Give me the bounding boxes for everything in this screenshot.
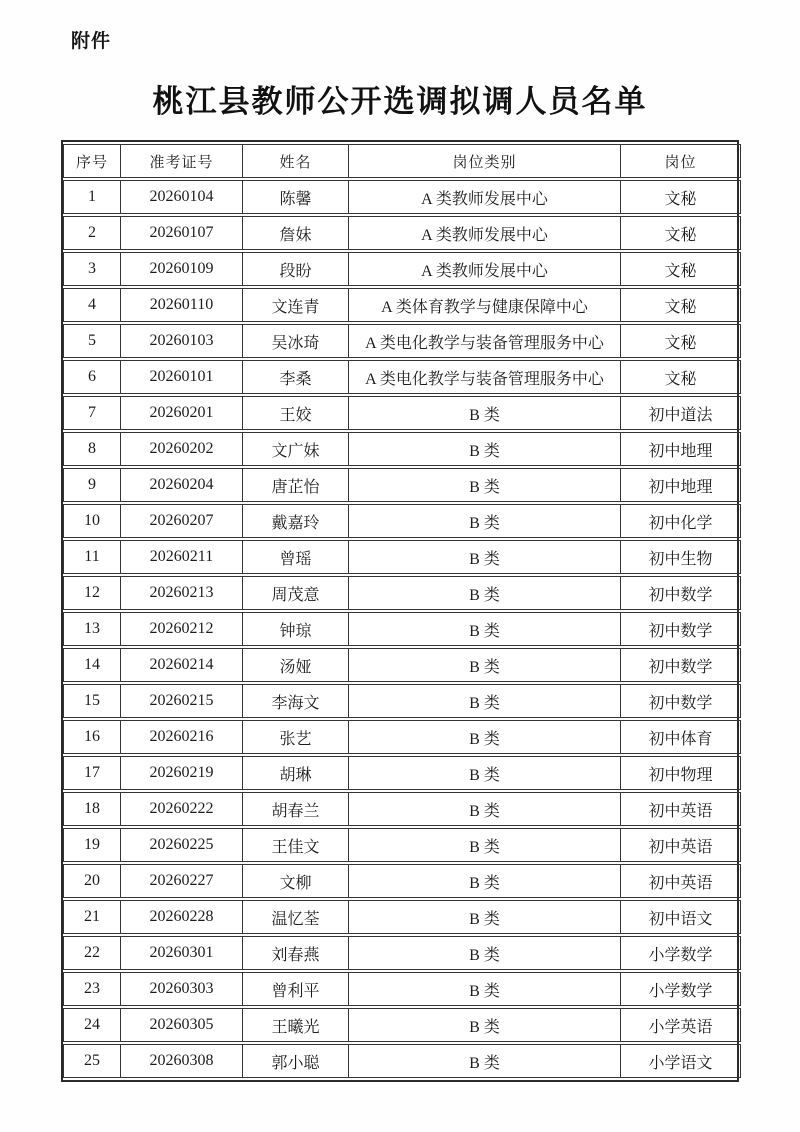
cell-position: 小学数学 [621, 972, 741, 1006]
cell-name: 郭小聪 [243, 1044, 349, 1078]
cell-name: 陈馨 [243, 180, 349, 214]
table-row [63, 756, 741, 790]
cell-position: 初中英语 [621, 864, 741, 898]
col-header-position: 岗位 [621, 144, 741, 178]
cell-serial-number: 23 [63, 972, 121, 1006]
cell-exam-number: 20260207 [121, 504, 243, 538]
cell-exam-number: 20260202 [121, 432, 243, 466]
table-row [63, 432, 741, 466]
cell-serial-number: 13 [63, 612, 121, 646]
cell-exam-number: 20260214 [121, 648, 243, 682]
cell-name: 李海文 [243, 684, 349, 718]
cell-name: 曾利平 [243, 972, 349, 1006]
cell-position: 初中物理 [621, 756, 741, 790]
cell-position-category: B 类 [349, 720, 621, 754]
cell-serial-number: 14 [63, 648, 121, 682]
cell-position-category: A 类教师发展中心 [349, 216, 621, 250]
cell-name: 胡春兰 [243, 792, 349, 826]
cell-serial-number: 12 [63, 576, 121, 610]
table-row [63, 324, 741, 358]
col-header-exam-number: 准考证号 [121, 144, 243, 178]
cell-name: 段盼 [243, 252, 349, 286]
cell-name: 文连青 [243, 288, 349, 322]
cell-exam-number: 20260212 [121, 612, 243, 646]
cell-position: 初中数学 [621, 612, 741, 646]
cell-exam-number: 20260225 [121, 828, 243, 862]
cell-position: 初中道法 [621, 396, 741, 430]
table-row [63, 1008, 741, 1042]
cell-position: 初中地理 [621, 468, 741, 502]
col-header-name: 姓名 [243, 144, 349, 178]
cell-position-category: B 类 [349, 756, 621, 790]
cell-exam-number: 20260215 [121, 684, 243, 718]
table-row [63, 1044, 741, 1078]
cell-exam-number: 20260228 [121, 900, 243, 934]
cell-position: 初中英语 [621, 828, 741, 862]
cell-position: 文秘 [621, 216, 741, 250]
table-row [63, 648, 741, 682]
cell-position-category: B 类 [349, 900, 621, 934]
cell-exam-number: 20260305 [121, 1008, 243, 1042]
cell-position-category: B 类 [349, 1044, 621, 1078]
table-row [63, 612, 741, 646]
cell-name: 詹妹 [243, 216, 349, 250]
cell-serial-number: 22 [63, 936, 121, 970]
cell-exam-number: 20260204 [121, 468, 243, 502]
cell-position-category: B 类 [349, 576, 621, 610]
cell-exam-number: 20260109 [121, 252, 243, 286]
cell-position-category: B 类 [349, 864, 621, 898]
cell-name: 曾瑶 [243, 540, 349, 574]
cell-name: 张艺 [243, 720, 349, 754]
cell-position: 初中生物 [621, 540, 741, 574]
cell-serial-number: 8 [63, 432, 121, 466]
cell-position-category: B 类 [349, 612, 621, 646]
cell-position-category: B 类 [349, 504, 621, 538]
cell-serial-number: 16 [63, 720, 121, 754]
cell-exam-number: 20260216 [121, 720, 243, 754]
cell-name: 吴冰琦 [243, 324, 349, 358]
cell-position-category: A 类教师发展中心 [349, 252, 621, 286]
cell-position: 初中化学 [621, 504, 741, 538]
cell-position: 文秘 [621, 252, 741, 286]
cell-serial-number: 20 [63, 864, 121, 898]
cell-serial-number: 6 [63, 360, 121, 394]
cell-name: 王姣 [243, 396, 349, 430]
cell-serial-number: 19 [63, 828, 121, 862]
table-row [63, 972, 741, 1006]
cell-position: 初中数学 [621, 684, 741, 718]
cell-serial-number: 1 [63, 180, 121, 214]
cell-position-category: B 类 [349, 432, 621, 466]
cell-serial-number: 18 [63, 792, 121, 826]
table-row [63, 576, 741, 610]
table-row [63, 864, 741, 898]
cell-serial-number: 21 [63, 900, 121, 934]
cell-exam-number: 20260308 [121, 1044, 243, 1078]
cell-position: 文秘 [621, 324, 741, 358]
col-header-position-category: 岗位类别 [349, 144, 621, 178]
cell-position-category: B 类 [349, 468, 621, 502]
cell-position-category: B 类 [349, 684, 621, 718]
cell-exam-number: 20260222 [121, 792, 243, 826]
cell-exam-number: 20260227 [121, 864, 243, 898]
cell-exam-number: 20260219 [121, 756, 243, 790]
table-row [63, 720, 741, 754]
cell-position: 文秘 [621, 360, 741, 394]
roster-table-container [61, 140, 739, 1082]
col-header-serial-number: 序号 [63, 144, 121, 178]
cell-serial-number: 10 [63, 504, 121, 538]
cell-name: 汤娅 [243, 648, 349, 682]
table-row [63, 360, 741, 394]
cell-serial-number: 2 [63, 216, 121, 250]
cell-position: 初中英语 [621, 792, 741, 826]
cell-exam-number: 20260303 [121, 972, 243, 1006]
cell-serial-number: 15 [63, 684, 121, 718]
cell-name: 温忆荃 [243, 900, 349, 934]
cell-position: 文秘 [621, 180, 741, 214]
table-header-row [63, 144, 741, 178]
table-row [63, 828, 741, 862]
cell-position: 小学数学 [621, 936, 741, 970]
cell-name: 王曦光 [243, 1008, 349, 1042]
cell-exam-number: 20260104 [121, 180, 243, 214]
cell-position: 初中地理 [621, 432, 741, 466]
cell-serial-number: 5 [63, 324, 121, 358]
cell-position-category: B 类 [349, 396, 621, 430]
cell-name: 钟琼 [243, 612, 349, 646]
cell-name: 胡琳 [243, 756, 349, 790]
roster-table [63, 142, 741, 1080]
cell-position: 初中数学 [621, 648, 741, 682]
table-row [63, 684, 741, 718]
cell-name: 王佳文 [243, 828, 349, 862]
cell-name: 唐芷怡 [243, 468, 349, 502]
cell-name: 周茂意 [243, 576, 349, 610]
table-row [63, 288, 741, 322]
table-body [63, 180, 741, 1078]
cell-serial-number: 4 [63, 288, 121, 322]
cell-position-category: A 类体育教学与健康保障中心 [349, 288, 621, 322]
table-row [63, 180, 741, 214]
cell-position-category: A 类电化教学与装备管理服务中心 [349, 324, 621, 358]
cell-exam-number: 20260110 [121, 288, 243, 322]
cell-position-category: B 类 [349, 828, 621, 862]
table-row [63, 468, 741, 502]
cell-position: 文秘 [621, 288, 741, 322]
page-title: 桃江县教师公开选调拟调人员名单 [152, 84, 648, 119]
cell-exam-number: 20260103 [121, 324, 243, 358]
cell-name: 文广妹 [243, 432, 349, 466]
table-row [63, 792, 741, 826]
cell-serial-number: 9 [63, 468, 121, 502]
cell-serial-number: 7 [63, 396, 121, 430]
cell-position-category: A 类电化教学与装备管理服务中心 [349, 360, 621, 394]
cell-name: 刘春燕 [243, 936, 349, 970]
cell-position: 初中体育 [621, 720, 741, 754]
cell-position-category: B 类 [349, 540, 621, 574]
cell-position-category: B 类 [349, 792, 621, 826]
cell-position-category: B 类 [349, 936, 621, 970]
cell-name: 戴嘉玲 [243, 504, 349, 538]
cell-exam-number: 20260301 [121, 936, 243, 970]
table-row [63, 396, 741, 430]
cell-serial-number: 3 [63, 252, 121, 286]
table-row [63, 936, 741, 970]
cell-position-category: B 类 [349, 1008, 621, 1042]
cell-exam-number: 20260211 [121, 540, 243, 574]
attachment-label: 附件 [71, 31, 112, 52]
cell-exam-number: 20260101 [121, 360, 243, 394]
cell-name: 李桑 [243, 360, 349, 394]
table-row [63, 216, 741, 250]
cell-serial-number: 24 [63, 1008, 121, 1042]
table-row [63, 900, 741, 934]
cell-position: 初中数学 [621, 576, 741, 610]
cell-serial-number: 17 [63, 756, 121, 790]
cell-exam-number: 20260107 [121, 216, 243, 250]
table-row [63, 504, 741, 538]
cell-serial-number: 25 [63, 1044, 121, 1078]
cell-serial-number: 11 [63, 540, 121, 574]
table-row [63, 540, 741, 574]
cell-exam-number: 20260213 [121, 576, 243, 610]
cell-position: 小学语文 [621, 1044, 741, 1078]
cell-position-category: B 类 [349, 648, 621, 682]
cell-name: 文柳 [243, 864, 349, 898]
cell-position: 初中语文 [621, 900, 741, 934]
cell-position: 小学英语 [621, 1008, 741, 1042]
table-row [63, 252, 741, 286]
cell-position-category: A 类教师发展中心 [349, 180, 621, 214]
cell-position-category: B 类 [349, 972, 621, 1006]
cell-exam-number: 20260201 [121, 396, 243, 430]
